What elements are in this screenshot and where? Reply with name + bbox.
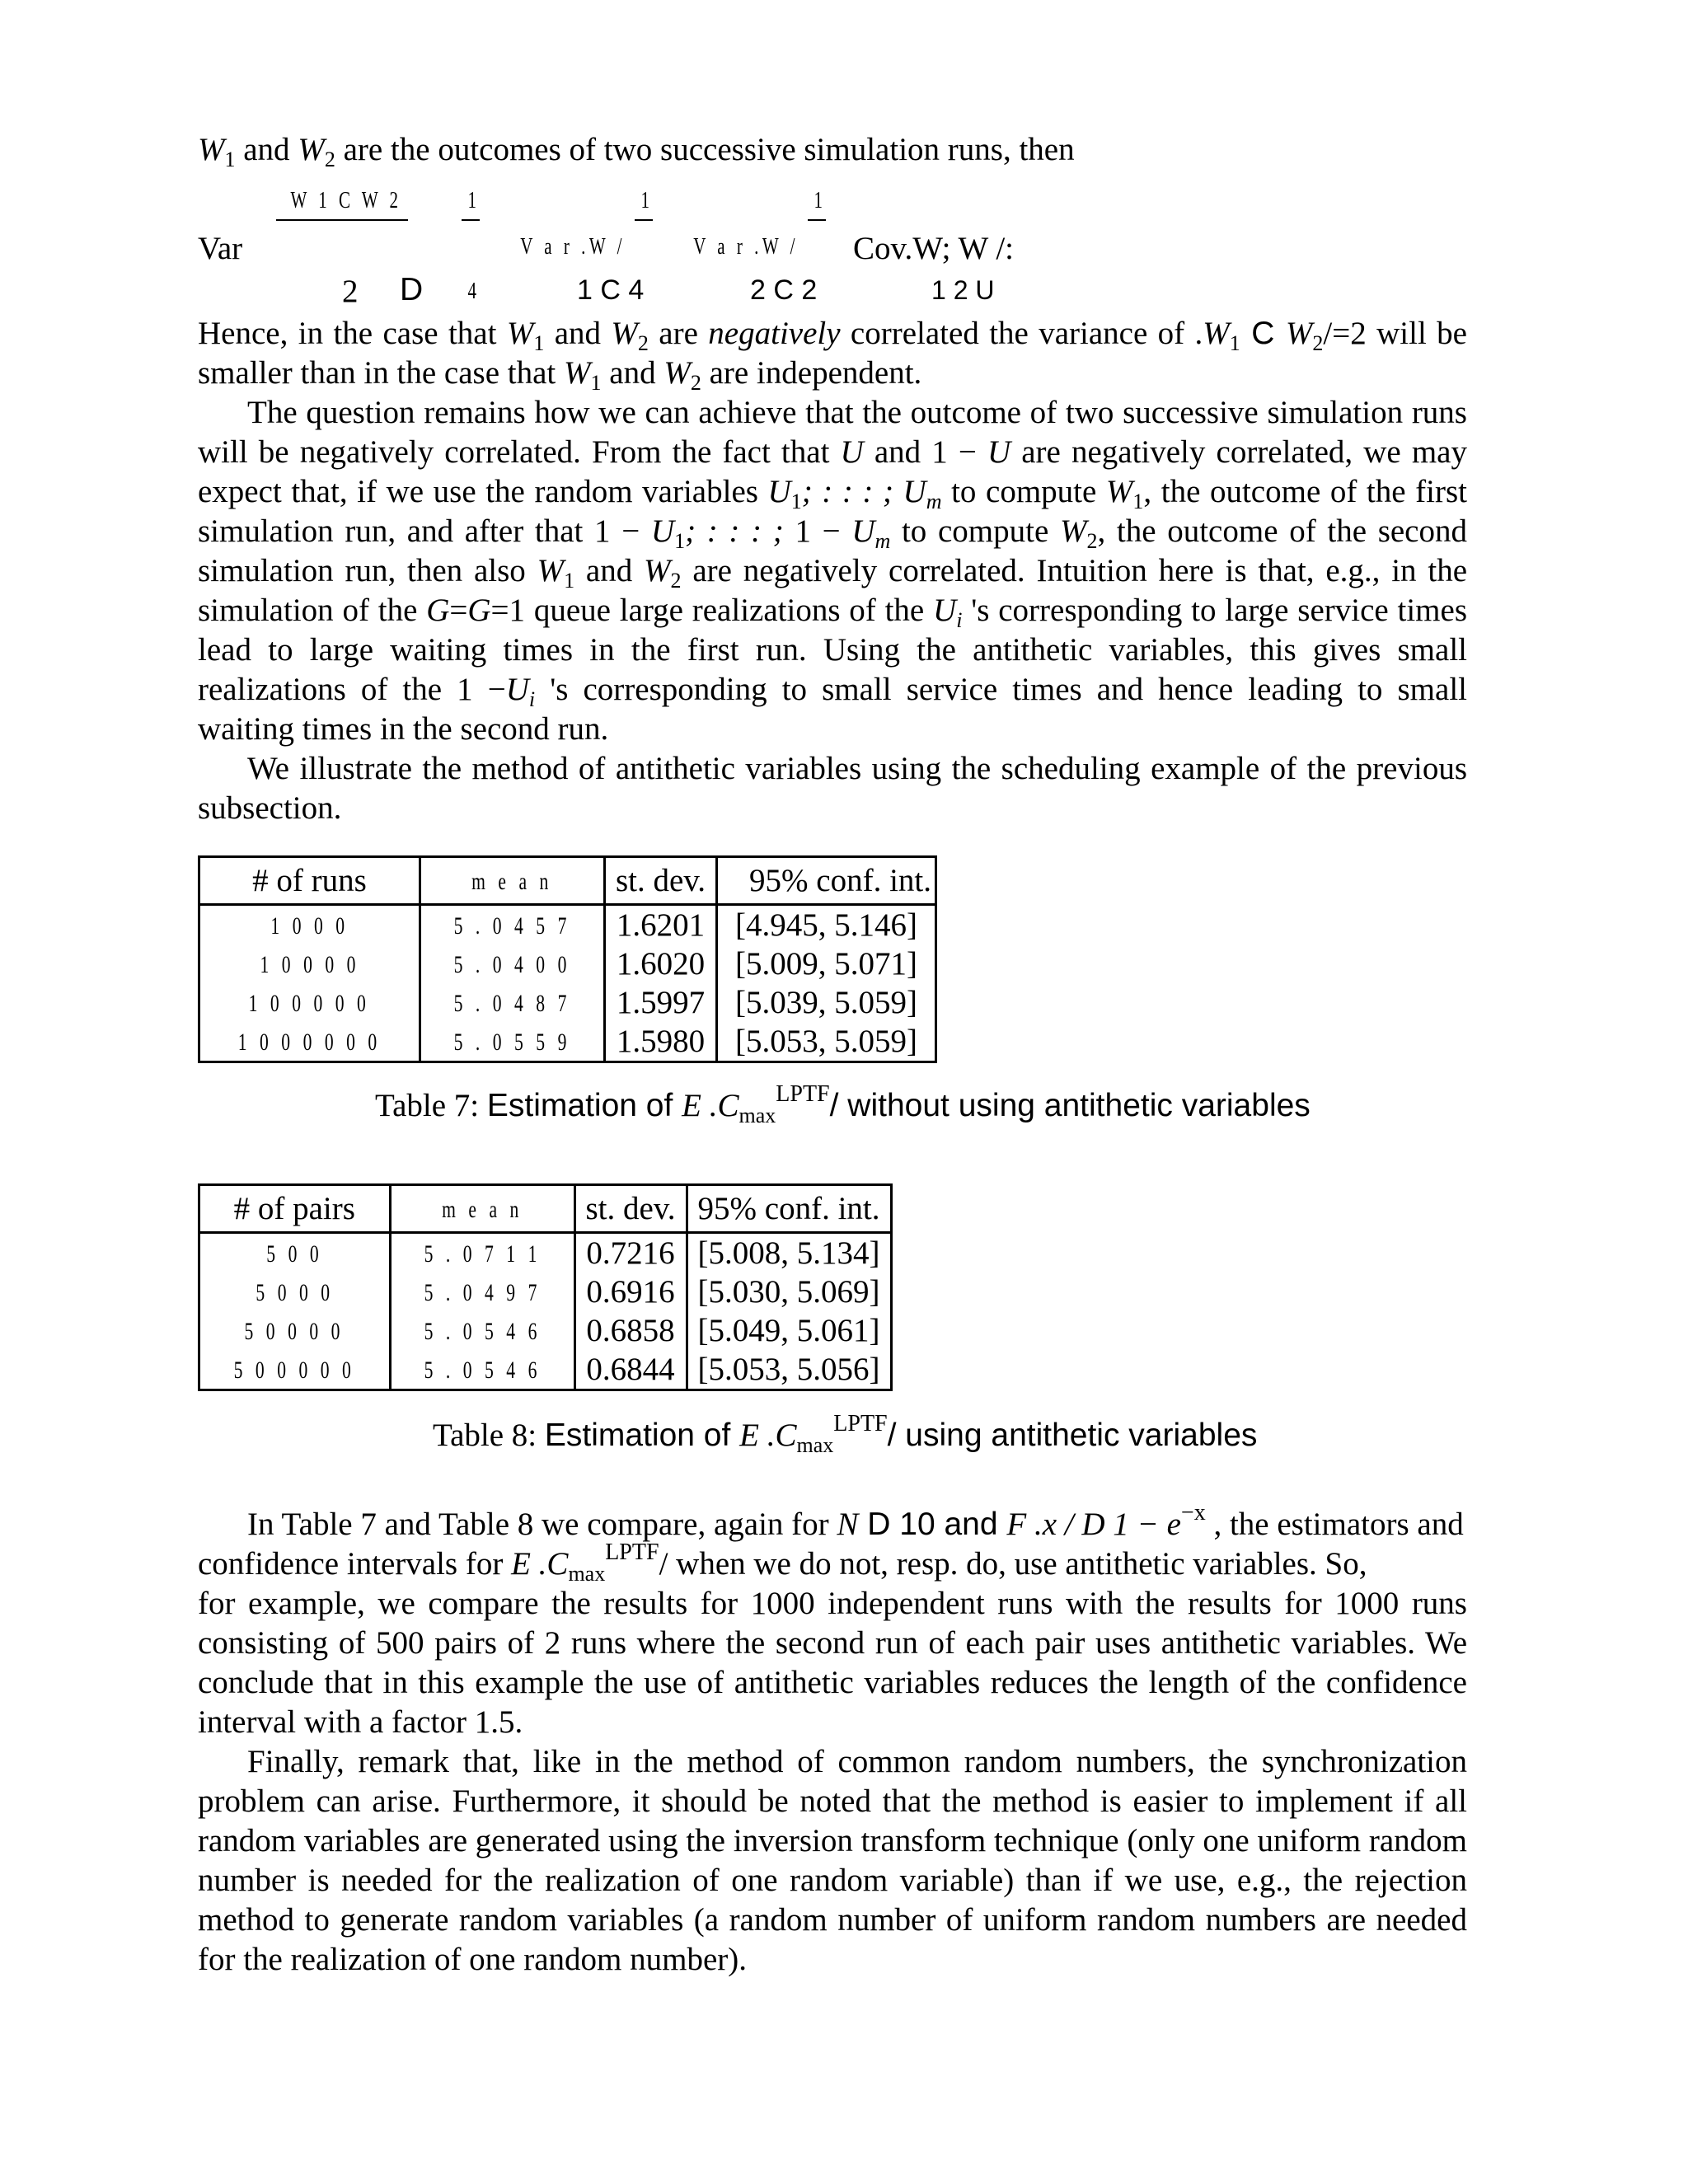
t8-header-stdev: st. dev. [574, 1185, 687, 1233]
t8-header-ci: 95% conf. int. [687, 1185, 891, 1233]
table-row [199, 1311, 892, 1350]
t7-header-stdev: st. dev. [605, 857, 717, 905]
table-row [199, 983, 936, 1022]
eq-frac-line-4 [808, 219, 826, 221]
t7-header-ci: 95% conf. int. [717, 857, 936, 905]
table-row [199, 1350, 892, 1390]
table-cell: 5 0 0 0 0 0 [199, 1350, 391, 1390]
table-cell: 5 . 0 4 9 7 [390, 1272, 574, 1311]
paragraph-1: Hence, in the case that $W_1$ and $W_2$ are negatively correlated the variance of $.W_1$ C $W_2/=2$ will be smaller than in the case that $W_1$ and $W_2$ are independent. [198, 316, 1467, 395]
eq-four-a: 4 [467, 279, 481, 304]
table-cell: 1.6201 [605, 905, 717, 945]
paragraph-3: We illustrate the method of antithetic variables using the scheduling example of the previous subsection. [198, 751, 1467, 826]
table-cell: 5 0 0 [199, 1233, 391, 1273]
table-cell: [5.008, 5.134] [687, 1233, 891, 1273]
table-cell: 0.6858 [574, 1311, 687, 1350]
table-cell: [5.039, 5.059] [717, 983, 936, 1022]
table-cell: 5 . 0 5 4 6 [390, 1311, 574, 1350]
table-cell: 5 . 0 4 0 0 [420, 944, 605, 983]
emphasis-negatively: negatively [708, 316, 841, 351]
table-cell: 5 . 0 4 8 7 [420, 983, 605, 1022]
table-row [199, 905, 936, 945]
table-cell: [5.030, 5.069] [687, 1272, 891, 1311]
eq-frac-line-3 [635, 219, 653, 221]
table-cell: 1 0 0 0 0 [199, 944, 420, 983]
eq-denominator: 2 [342, 274, 359, 309]
table-cell: 5 . 0 7 1 1 [390, 1233, 574, 1273]
table-7 [198, 855, 937, 1063]
intro-rest: are the outcomes of two successive simulation runs, then [335, 132, 1075, 167]
eq-one-b: 1 [640, 188, 654, 213]
table-8-caption: Table 8: Estimation of E $.C_{max}^{LPTF}/$ using antithetic variables [433, 1411, 1258, 1457]
table-cell: 1.5980 [605, 1022, 717, 1062]
paragraph-5: Finally, remark that, like in the method of common random numbers, the synchronization problem can arise. Furthermore, it should be noted that the method is easier to implement if all random variables are generated using the inversion transform technique (only one uniform random number is needed for the realization of one random variable) than if we use, e.g., the rejection method to generate random variables (a random number of uniform random numbers are needed for the realization of one random number). [198, 1744, 1468, 1977]
table-cell: 5 . 0 4 5 7 [420, 905, 605, 945]
eq-plus-a: 1 C 4 [577, 274, 645, 306]
eq-frac-line-1 [276, 219, 408, 221]
table-cell: 1 0 0 0 [199, 905, 420, 945]
page-content [198, 130, 1467, 828]
table-cell: 5 0 0 0 0 [199, 1311, 391, 1350]
table-row [199, 944, 936, 983]
eq-numerator: W 1 C W 2 [290, 188, 402, 213]
table-cell: 0.6844 [574, 1350, 687, 1390]
table-cell: 1 0 0 0 0 0 [199, 983, 420, 1022]
table-7-caption: Table 7: Estimation of E $.C_{max}^{LPTF}/$ without using antithetic variables [375, 1081, 1311, 1127]
paragraph-4-line-1: In Table 7 and Table 8 we compare, again for N D 10 and F .x / D $1 - e^{-x}$ , the estimators and [247, 1500, 1464, 1542]
table-row [199, 1022, 936, 1062]
t7-header-runs: # of runs [199, 857, 420, 905]
lower-content [198, 1500, 1468, 1980]
variance-equation [198, 170, 1467, 314]
table-row [199, 1272, 892, 1311]
eq-var-label: Var [198, 231, 243, 266]
eq-var-w1: V a r .W / [520, 234, 626, 260]
table-cell: 5 . 0 5 4 6 [390, 1350, 574, 1390]
var-w1-sub: 1 [224, 148, 236, 171]
eq-frac-line-2 [462, 219, 480, 221]
t7-header-mean: m e a n [420, 857, 605, 905]
var-w1: W [198, 132, 225, 167]
table-cell: 1.6020 [605, 944, 717, 983]
eq-one-c: 1 [814, 188, 827, 213]
paragraph-4-line-2: confidence intervals for E $.C_{max}^{LPTF}/$ when we do not, resp. do, use antithetic variables. So, [198, 1540, 1367, 1586]
eq-cov: Cov.W; W /: [853, 231, 1014, 266]
table-cell: [5.053, 5.059] [717, 1022, 936, 1062]
paragraph-2: The question remains how we can achieve that the outcome of two successive simulation runs will be negatively correlated. From the fact that U and 1 − U are negatively correlated, we may expect that, if we use the random variables $U_1$; : : : ; $U_m$ to compute $W_1$, the outcome of the first simulation run, and after that $1 - U_1$; : : : ; $1 - U_m$ to compute $W_2$, the outcome of the second simulation run, then also $W_1$ and $W_2$ are negatively correlated. Intuition here is that, e.g., in the simulation of the G=G=1 queue large realizations of the $U_i$ 's corresponding to large service times lead to large waiting times in the first run. Using the antithetic variables, this gives small realizations of the $1 -U_i$ 's corresponding to small service times and hence leading to small waiting times in the second run. [198, 395, 1468, 747]
table-cell: 1 0 0 0 0 0 0 [199, 1022, 420, 1062]
and-text: and [235, 132, 298, 167]
table-cell: [5.049, 5.061] [687, 1311, 891, 1350]
t8-header-pairs: # of pairs [199, 1185, 391, 1233]
var-w2-sub: 2 [324, 148, 335, 171]
eq-var-w2: V a r .W / [693, 234, 799, 260]
eq-one-a: 1 [467, 188, 481, 213]
eq-cov-sub: 1 2 U [931, 275, 995, 305]
table-cell: 0.7216 [574, 1233, 687, 1273]
table-8 [198, 1183, 893, 1391]
table-cell: [4.945, 5.146] [717, 905, 936, 945]
paragraph-4-rest: for example, we compare the results for 1000 independent runs with the results for 1000 runs consisting of 500 pairs of 2 runs where the second run of each pair uses antithetic variables. We conclude that in this example the use of antithetic variables reduces the length of the confidence interval with a factor 1.5. [198, 1586, 1467, 1740]
table-cell: [5.009, 5.071] [717, 944, 936, 983]
eq-equals: D [400, 272, 424, 307]
var-w2: W [298, 132, 325, 167]
table-cell: 0.6916 [574, 1272, 687, 1311]
t8-header-mean: m e a n [390, 1185, 574, 1233]
table-cell: [5.053, 5.056] [687, 1350, 891, 1390]
table-cell: 5 . 0 5 5 9 [420, 1022, 605, 1062]
eq-plus-b: 2 C 2 [750, 274, 818, 306]
table-cell: 1.5997 [605, 983, 717, 1022]
intro-line [198, 130, 1467, 170]
table-cell: 5 0 0 0 [199, 1272, 391, 1311]
table-row [199, 1233, 892, 1273]
